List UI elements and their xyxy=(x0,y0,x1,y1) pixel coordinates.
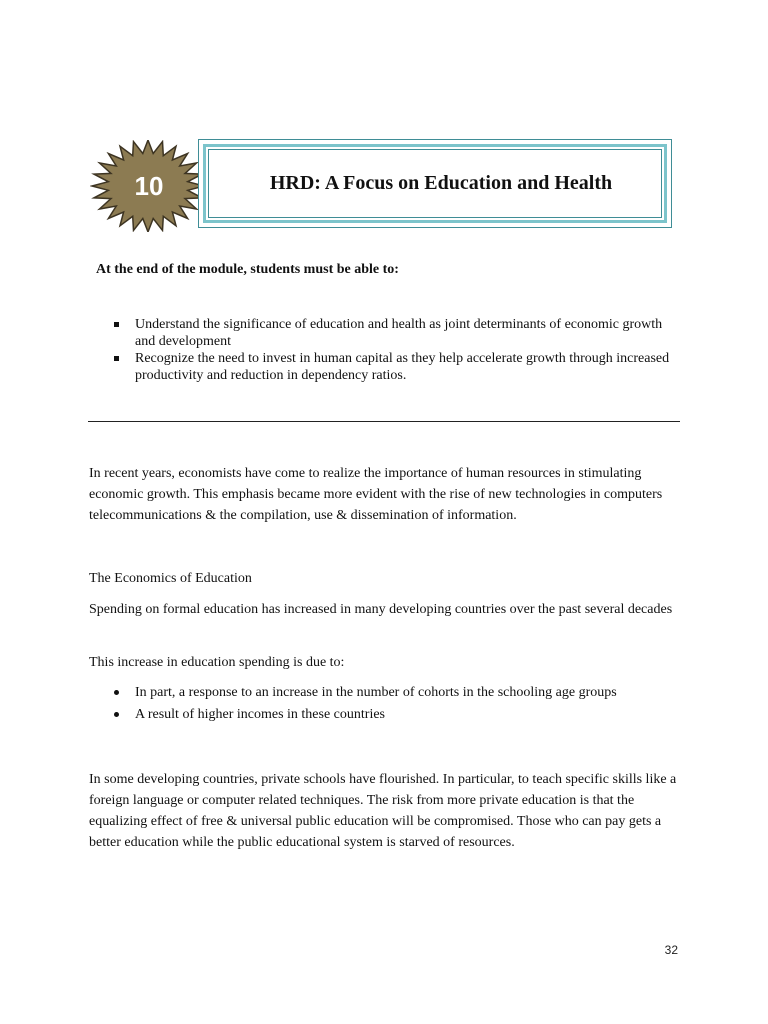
bullet-icon xyxy=(114,690,119,695)
private-schools-paragraph: In some developing countries, private schools have flourished. In particular, to teach specific skills like a foreign language or computer related techniques. The risk from more private education is that the equalizing effect of free & universal public education will be compromised. Those who can pay gets a better education while the public educational system is starved of resources. xyxy=(89,772,677,850)
chapter-badge xyxy=(90,140,206,232)
reasons-list xyxy=(112,682,672,726)
chapter-title-frame xyxy=(198,139,672,228)
bullet-icon xyxy=(114,712,119,717)
spending-paragraph: Spending on formal education has increased in many developing countries over the past several decades xyxy=(89,602,673,617)
list-item: In part, a response to an increase in the number of cohorts in the schooling age groups xyxy=(112,682,672,703)
chapter-title: HRD: A Focus on Education and Health xyxy=(269,172,613,194)
intro-paragraph: In recent years, economists have come to realize the importance of human resources in stimulating economic growth. This emphasis became more evident with the rise of new technologies in computers telecommunications & the compilation, use & dissemination of information. xyxy=(89,466,663,523)
list-item: A result of higher incomes in these countries xyxy=(112,704,672,725)
objectives-heading: At the end of the module, students must be able to: xyxy=(96,262,399,277)
increase-paragraph: This increase in education spending is due to: xyxy=(89,655,345,670)
square-bullet-icon xyxy=(114,356,119,361)
page-number: 32 xyxy=(664,943,678,957)
chapter-number: 10 xyxy=(134,170,164,201)
list-item: Understand the significance of education and health as joint determinants of economic growth and development xyxy=(112,316,672,350)
section-divider xyxy=(88,421,680,422)
list-item: Recognize the need to invest in human capital as they help accelerate growth through increased productivity and reduction in dependency ratios. xyxy=(112,350,672,384)
section-title: The Economics of Education xyxy=(89,571,252,586)
objectives-list xyxy=(112,316,672,384)
square-bullet-icon xyxy=(114,322,119,327)
